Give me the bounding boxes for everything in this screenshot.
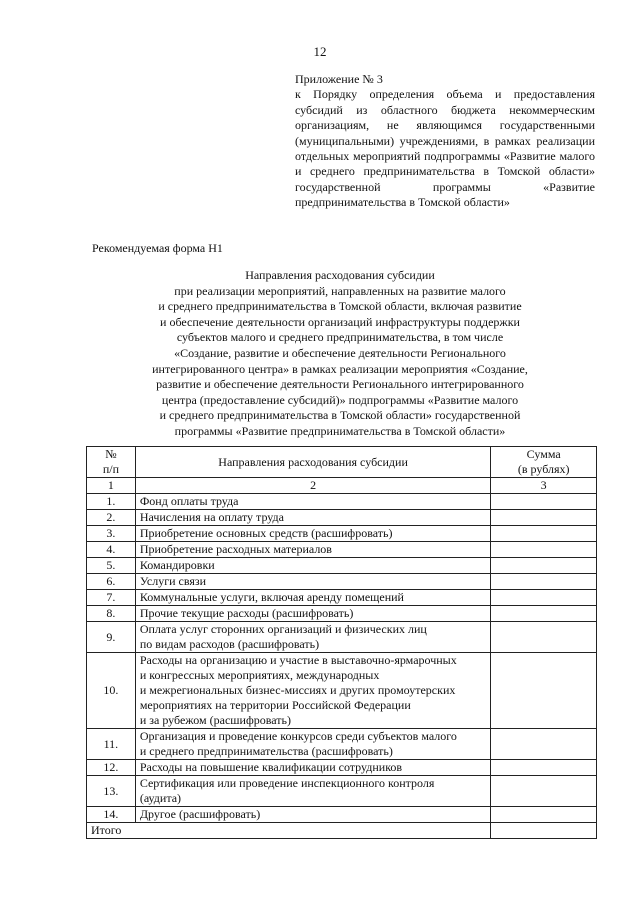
total-sum[interactable]: [491, 823, 597, 839]
total-row: [87, 823, 597, 839]
column-number-row: [87, 478, 597, 494]
document-heading: Направления расходования субсидии при реализации мероприятий, направленных на развитие малого и среднего предпринимательства в Томской области, включая развитие и обеспечение деятельности организаций инфраструктуры поддержки субъектов малого и среднего предпринимательства, в том числе «Создание, развитие и обеспечение деятельности Регионального интегрированного центра» в рамках реализации мероприятия «Создание, развитие и обеспечение деятельности Регионального интегрированного центра (предоставление субсидий)» подпрограммы «Развитие малого и среднего предпринимательства в Томской области» государственной программы «Развитие предпринимательства в Томской области»: [152, 268, 528, 438]
row-number: 8.: [87, 606, 136, 622]
row-number: 10.: [87, 653, 136, 729]
row-sum-cell[interactable]: [491, 574, 597, 590]
row-direction: Приобретение расходных материалов: [135, 542, 491, 558]
table-row: [87, 558, 597, 574]
table-row: [87, 653, 597, 729]
table-body: [87, 494, 597, 823]
appendix-text: к Порядку определения объема и предоставления субсидий из областного бюджета некоммерческим организациям, не являющимся государственными (муниципальными) учреждениями, в рамках реализации отдельных мероприятий подпрограммы «Развитие малого и среднего предпринимательства в Томской области» государственной программы «Развитие предпринимательства в Томской области»: [295, 87, 595, 210]
row-direction: Коммунальные услуги, включая аренду помещений: [135, 590, 491, 606]
row-number: 9.: [87, 622, 136, 653]
row-number: 6.: [87, 574, 136, 590]
appendix-block: [295, 72, 595, 211]
header-sum: Сумма (в рублях): [491, 447, 597, 478]
header-direction: Направления расходования субсидии: [135, 447, 491, 478]
appendix-title: Приложение № 3: [295, 72, 383, 86]
row-number: 7.: [87, 590, 136, 606]
row-direction: Организация и проведение конкурсов среди субъектов малого и среднего предпринимательства (расшифровать): [135, 729, 491, 760]
table-row: [87, 807, 597, 823]
row-direction: Услуги связи: [135, 574, 491, 590]
table-row: [87, 526, 597, 542]
row-direction: Фонд оплаты труда: [135, 494, 491, 510]
row-sum-cell[interactable]: [491, 606, 597, 622]
row-sum-cell[interactable]: [491, 622, 597, 653]
table-row: [87, 590, 597, 606]
table-row: [87, 776, 597, 807]
table-row: [87, 574, 597, 590]
table-row: [87, 729, 597, 760]
column-number: 2: [135, 478, 491, 494]
row-direction: Расходы на организацию и участие в выставочно-ярмарочных и конгрессных мероприятиях, международных и межрегиональных бизнес-миссиях и других промоутерских мероприятиях на территории Российской Федерации и за рубежом (расшифровать): [135, 653, 491, 729]
table-row: [87, 606, 597, 622]
row-sum-cell[interactable]: [491, 653, 597, 729]
row-number: 3.: [87, 526, 136, 542]
row-sum-cell[interactable]: [491, 494, 597, 510]
row-direction: Сертификация или проведение инспекционного контроля (аудита): [135, 776, 491, 807]
table-row: [87, 622, 597, 653]
row-direction: Приобретение основных средств (расшифровать): [135, 526, 491, 542]
row-sum-cell[interactable]: [491, 510, 597, 526]
table-row: [87, 494, 597, 510]
row-direction: Расходы на повышение квалификации сотрудников: [135, 760, 491, 776]
row-sum-cell[interactable]: [491, 760, 597, 776]
row-number: 12.: [87, 760, 136, 776]
row-sum-cell[interactable]: [491, 526, 597, 542]
table-row: [87, 760, 597, 776]
row-sum-cell[interactable]: [491, 807, 597, 823]
column-number: 3: [491, 478, 597, 494]
row-number: 4.: [87, 542, 136, 558]
row-sum-cell[interactable]: [491, 590, 597, 606]
row-direction: Командировки: [135, 558, 491, 574]
header-num: № п/п: [87, 447, 136, 478]
row-number: 14.: [87, 807, 136, 823]
row-direction: Оплата услуг сторонних организаций и физических лиц по видам расходов (расшифровать): [135, 622, 491, 653]
row-sum-cell[interactable]: [491, 729, 597, 760]
row-sum-cell[interactable]: [491, 542, 597, 558]
page-number: 12: [313, 44, 327, 59]
form-label: Рекомендуемая форма Н1: [92, 241, 223, 255]
table-header-row: [87, 447, 597, 478]
row-number: 13.: [87, 776, 136, 807]
row-number: 1.: [87, 494, 136, 510]
row-sum-cell[interactable]: [491, 776, 597, 807]
column-number: 1: [87, 478, 136, 494]
row-direction: Прочие текущие расходы (расшифровать): [135, 606, 491, 622]
row-sum-cell[interactable]: [491, 558, 597, 574]
row-direction: Другое (расшифровать): [135, 807, 491, 823]
row-direction: Начисления на оплату труда: [135, 510, 491, 526]
table-row: [87, 542, 597, 558]
row-number: 2.: [87, 510, 136, 526]
row-number: 5.: [87, 558, 136, 574]
expenses-table: [86, 446, 597, 839]
total-label: Итого: [87, 823, 491, 839]
table-row: [87, 510, 597, 526]
row-number: 11.: [87, 729, 136, 760]
